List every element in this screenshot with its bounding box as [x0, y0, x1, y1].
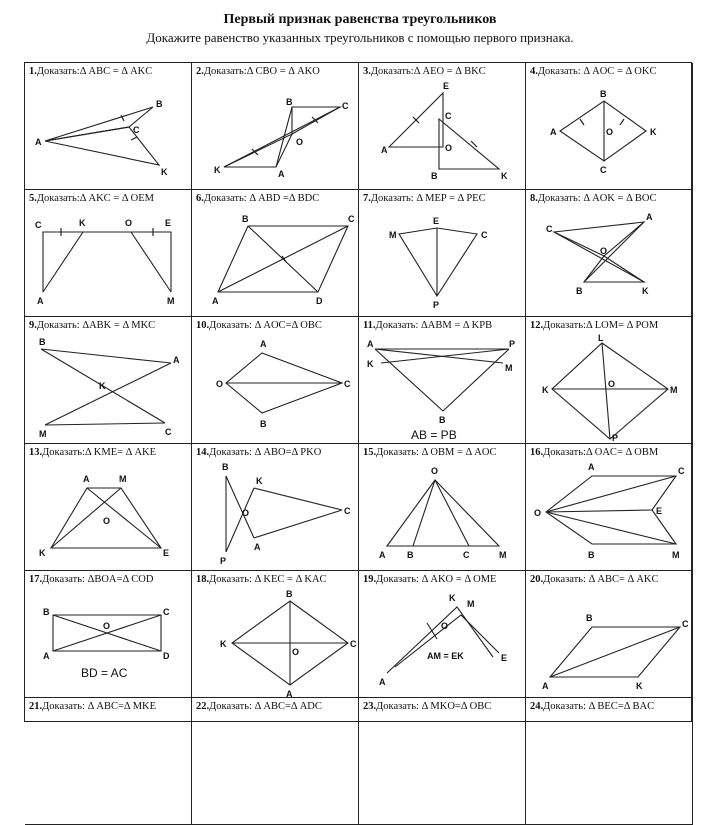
point-label: K: [39, 548, 46, 558]
problem-caption: 3.Доказать:Δ AEO = Δ BKC: [363, 66, 486, 77]
point-label: E: [443, 81, 450, 91]
point-label: O: [431, 466, 439, 476]
problem-figure: [192, 460, 359, 571]
point-label: B: [286, 97, 293, 107]
point-label: P: [509, 339, 516, 349]
problem-caption: 18.Доказать: Δ KEC = Δ KAC: [196, 574, 327, 585]
problem-caption: 23.Доказать: Δ MKO=Δ OBC: [363, 701, 492, 712]
point-label: O: [242, 508, 250, 518]
problem-figure: [526, 206, 693, 317]
point-label: B: [242, 214, 249, 224]
point-label: O: [608, 379, 616, 389]
problem-23: [359, 698, 526, 825]
point-label: M: [119, 474, 127, 484]
problem-figure: [526, 333, 693, 444]
problem-19: [359, 571, 526, 698]
point-label: O: [534, 508, 542, 518]
problem-caption: 16.Доказать:Δ OAC= Δ OBM: [530, 447, 659, 458]
problem-17: [25, 571, 192, 698]
problem-caption: 14.Доказать: Δ ABO=Δ PKO: [196, 447, 322, 458]
point-label: K: [542, 385, 549, 395]
problem-caption: 8.Доказать: Δ AOK = Δ BOC: [530, 193, 657, 204]
problem-21: [25, 698, 192, 825]
problem-grid: [24, 62, 692, 722]
point-label: C: [546, 224, 553, 234]
problem-2: [192, 63, 359, 190]
problem-figure: [192, 206, 359, 317]
problem-caption: 2.Доказать:Δ CBO = Δ AKO: [196, 66, 320, 77]
point-label: C: [133, 125, 140, 135]
problem-7: [359, 190, 526, 317]
problem-4: [526, 63, 693, 190]
point-label: O: [445, 143, 453, 153]
point-label: C: [348, 214, 355, 224]
point-label: E: [433, 216, 440, 226]
point-label: M: [467, 599, 475, 609]
point-label: A: [367, 339, 374, 349]
problem-figure: [25, 460, 192, 571]
problem-6: [192, 190, 359, 317]
point-label: B: [39, 337, 46, 347]
point-label: M: [672, 550, 680, 560]
problem-figure: [359, 333, 526, 444]
point-label: B: [286, 589, 293, 599]
point-label: O: [103, 621, 111, 631]
point-label: B: [222, 462, 229, 472]
point-label: O: [216, 379, 224, 389]
point-label: A: [379, 550, 386, 560]
point-label: AM = EK: [427, 651, 464, 661]
problem-5: [25, 190, 192, 317]
point-label: A: [83, 474, 90, 484]
point-label: O: [441, 621, 449, 631]
problem-1: [25, 63, 192, 190]
problem-caption: 13.Доказать:Δ KME= Δ AKE: [29, 447, 157, 458]
problem-figure: [25, 587, 192, 698]
problem-14: [192, 444, 359, 571]
point-label: C: [344, 379, 351, 389]
point-label: D: [163, 651, 170, 661]
point-label: K: [214, 165, 221, 175]
point-label: BD = AC: [81, 666, 128, 680]
point-label: K: [256, 476, 263, 486]
point-label: B: [43, 607, 50, 617]
problem-figure: [359, 206, 526, 317]
problem-caption: 1.Доказать:Δ ABC = Δ AKC: [29, 66, 153, 77]
point-label: C: [445, 111, 452, 121]
problem-caption: 24.Доказать: Δ BEC=Δ BAC: [530, 701, 655, 712]
point-label: O: [296, 137, 304, 147]
point-label: C: [463, 550, 470, 560]
point-label: D: [316, 296, 323, 306]
point-label: M: [39, 429, 47, 439]
problem-figure: [526, 460, 693, 571]
problem-caption: 11.Доказать: ΔABM = Δ KPB: [363, 320, 493, 331]
point-label: E: [501, 653, 508, 663]
point-label: E: [163, 548, 170, 558]
point-label: K: [642, 286, 649, 296]
point-label: C: [350, 639, 357, 649]
problem-caption: 22.Доказать: Δ ABC=Δ ADC: [196, 701, 322, 712]
point-label: C: [163, 607, 170, 617]
problem-caption: 7.Доказать: Δ MEP = Δ PEC: [363, 193, 486, 204]
point-label: O: [600, 246, 608, 256]
problem-figure: [526, 79, 693, 190]
point-label: A: [381, 145, 388, 155]
point-label: K: [99, 381, 106, 391]
point-label: A: [173, 355, 180, 365]
point-label: K: [650, 127, 657, 137]
problem-caption: 12.Доказать:Δ LOM= Δ POM: [530, 320, 659, 331]
problem-caption: 15.Доказать: Δ OBM = Δ AOC: [363, 447, 497, 458]
point-label: AB = PB: [411, 428, 457, 442]
point-label: B: [588, 550, 595, 560]
problem-caption: 21.Доказать: Δ ABC=Δ MKE: [29, 701, 157, 712]
problem-3: [359, 63, 526, 190]
page-subtitle: Докажите равенство указанных треугольников с помощью первого признака.: [146, 30, 574, 45]
point-label: P: [612, 433, 619, 443]
problem-8: [526, 190, 693, 317]
problem-figure: [359, 79, 526, 190]
problem-figure: [192, 587, 359, 698]
point-label: A: [278, 169, 285, 179]
point-label: M: [167, 296, 175, 306]
problem-9: [25, 317, 192, 444]
point-label: P: [433, 300, 440, 310]
problem-caption: 6.Доказать: Δ ABD =Δ BDC: [196, 193, 320, 204]
point-label: B: [576, 286, 583, 296]
point-label: C: [165, 427, 172, 437]
problem-caption: 9.Доказать: ΔABK = Δ MKC: [29, 320, 156, 331]
point-label: K: [220, 639, 227, 649]
point-label: C: [678, 466, 685, 476]
point-label: A: [550, 127, 557, 137]
problem-figure: [359, 587, 526, 698]
problem-16: [526, 444, 693, 571]
point-label: A: [43, 651, 50, 661]
point-label: A: [260, 339, 267, 349]
point-label: K: [636, 681, 643, 691]
problem-figure: [25, 79, 192, 190]
point-label: P: [220, 556, 227, 566]
problem-12: [526, 317, 693, 444]
point-label: B: [439, 415, 446, 425]
point-label: O: [292, 647, 300, 657]
problem-22: [192, 698, 359, 825]
point-label: L: [598, 333, 604, 343]
problem-caption: 17.Доказать: ΔBOA=Δ COD: [29, 574, 154, 585]
point-label: B: [600, 89, 607, 99]
problem-figure: [192, 79, 359, 190]
point-label: A: [35, 137, 42, 147]
point-label: A: [379, 677, 386, 687]
problem-figure: [192, 333, 359, 444]
point-label: M: [670, 385, 678, 395]
point-label: K: [501, 171, 508, 181]
problem-caption: 20.Доказать: Δ ABC= Δ AKC: [530, 574, 659, 585]
problem-caption: 19.Доказать: Δ AKO = Δ OME: [363, 574, 497, 585]
problem-figure: [25, 206, 192, 317]
point-label: C: [682, 619, 689, 629]
problem-10: [192, 317, 359, 444]
point-label: E: [656, 506, 663, 516]
point-label: C: [342, 101, 349, 111]
point-label: B: [156, 99, 163, 109]
problem-caption: 10.Доказать: Δ AOC=Δ OBC: [196, 320, 322, 331]
point-label: A: [588, 462, 595, 472]
point-label: K: [79, 218, 86, 228]
point-label: C: [600, 165, 607, 175]
problem-caption: 5.Доказать:Δ AKC = Δ OEM: [29, 193, 154, 204]
point-label: A: [542, 681, 549, 691]
point-label: K: [367, 359, 374, 369]
problem-24: [526, 698, 693, 825]
page-title: Первый признак равенства треугольников: [223, 12, 497, 27]
point-label: A: [286, 689, 293, 698]
point-label: A: [212, 296, 219, 306]
problem-20: [526, 571, 693, 698]
point-label: A: [646, 212, 653, 222]
problem-15: [359, 444, 526, 571]
point-label: A: [37, 296, 44, 306]
problem-13: [25, 444, 192, 571]
point-label: O: [103, 516, 111, 526]
point-label: M: [499, 550, 507, 560]
point-label: K: [449, 593, 456, 603]
problem-figure: [359, 460, 526, 571]
problem-11: [359, 317, 526, 444]
point-label: M: [389, 230, 397, 240]
point-label: E: [165, 218, 172, 228]
point-label: B: [407, 550, 414, 560]
problem-18: [192, 571, 359, 698]
point-label: B: [431, 171, 438, 181]
point-label: K: [161, 167, 168, 177]
point-label: O: [125, 218, 133, 228]
point-label: B: [260, 419, 267, 429]
problem-figure: [25, 333, 192, 444]
problem-figure: [526, 587, 693, 698]
point-label: A: [254, 542, 261, 552]
point-label: C: [35, 220, 42, 230]
point-label: B: [586, 613, 593, 623]
point-label: C: [481, 230, 488, 240]
point-label: M: [505, 363, 513, 373]
point-label: C: [344, 506, 351, 516]
problem-caption: 4.Доказать: Δ AOC = Δ OKC: [530, 66, 657, 77]
point-label: O: [606, 127, 614, 137]
